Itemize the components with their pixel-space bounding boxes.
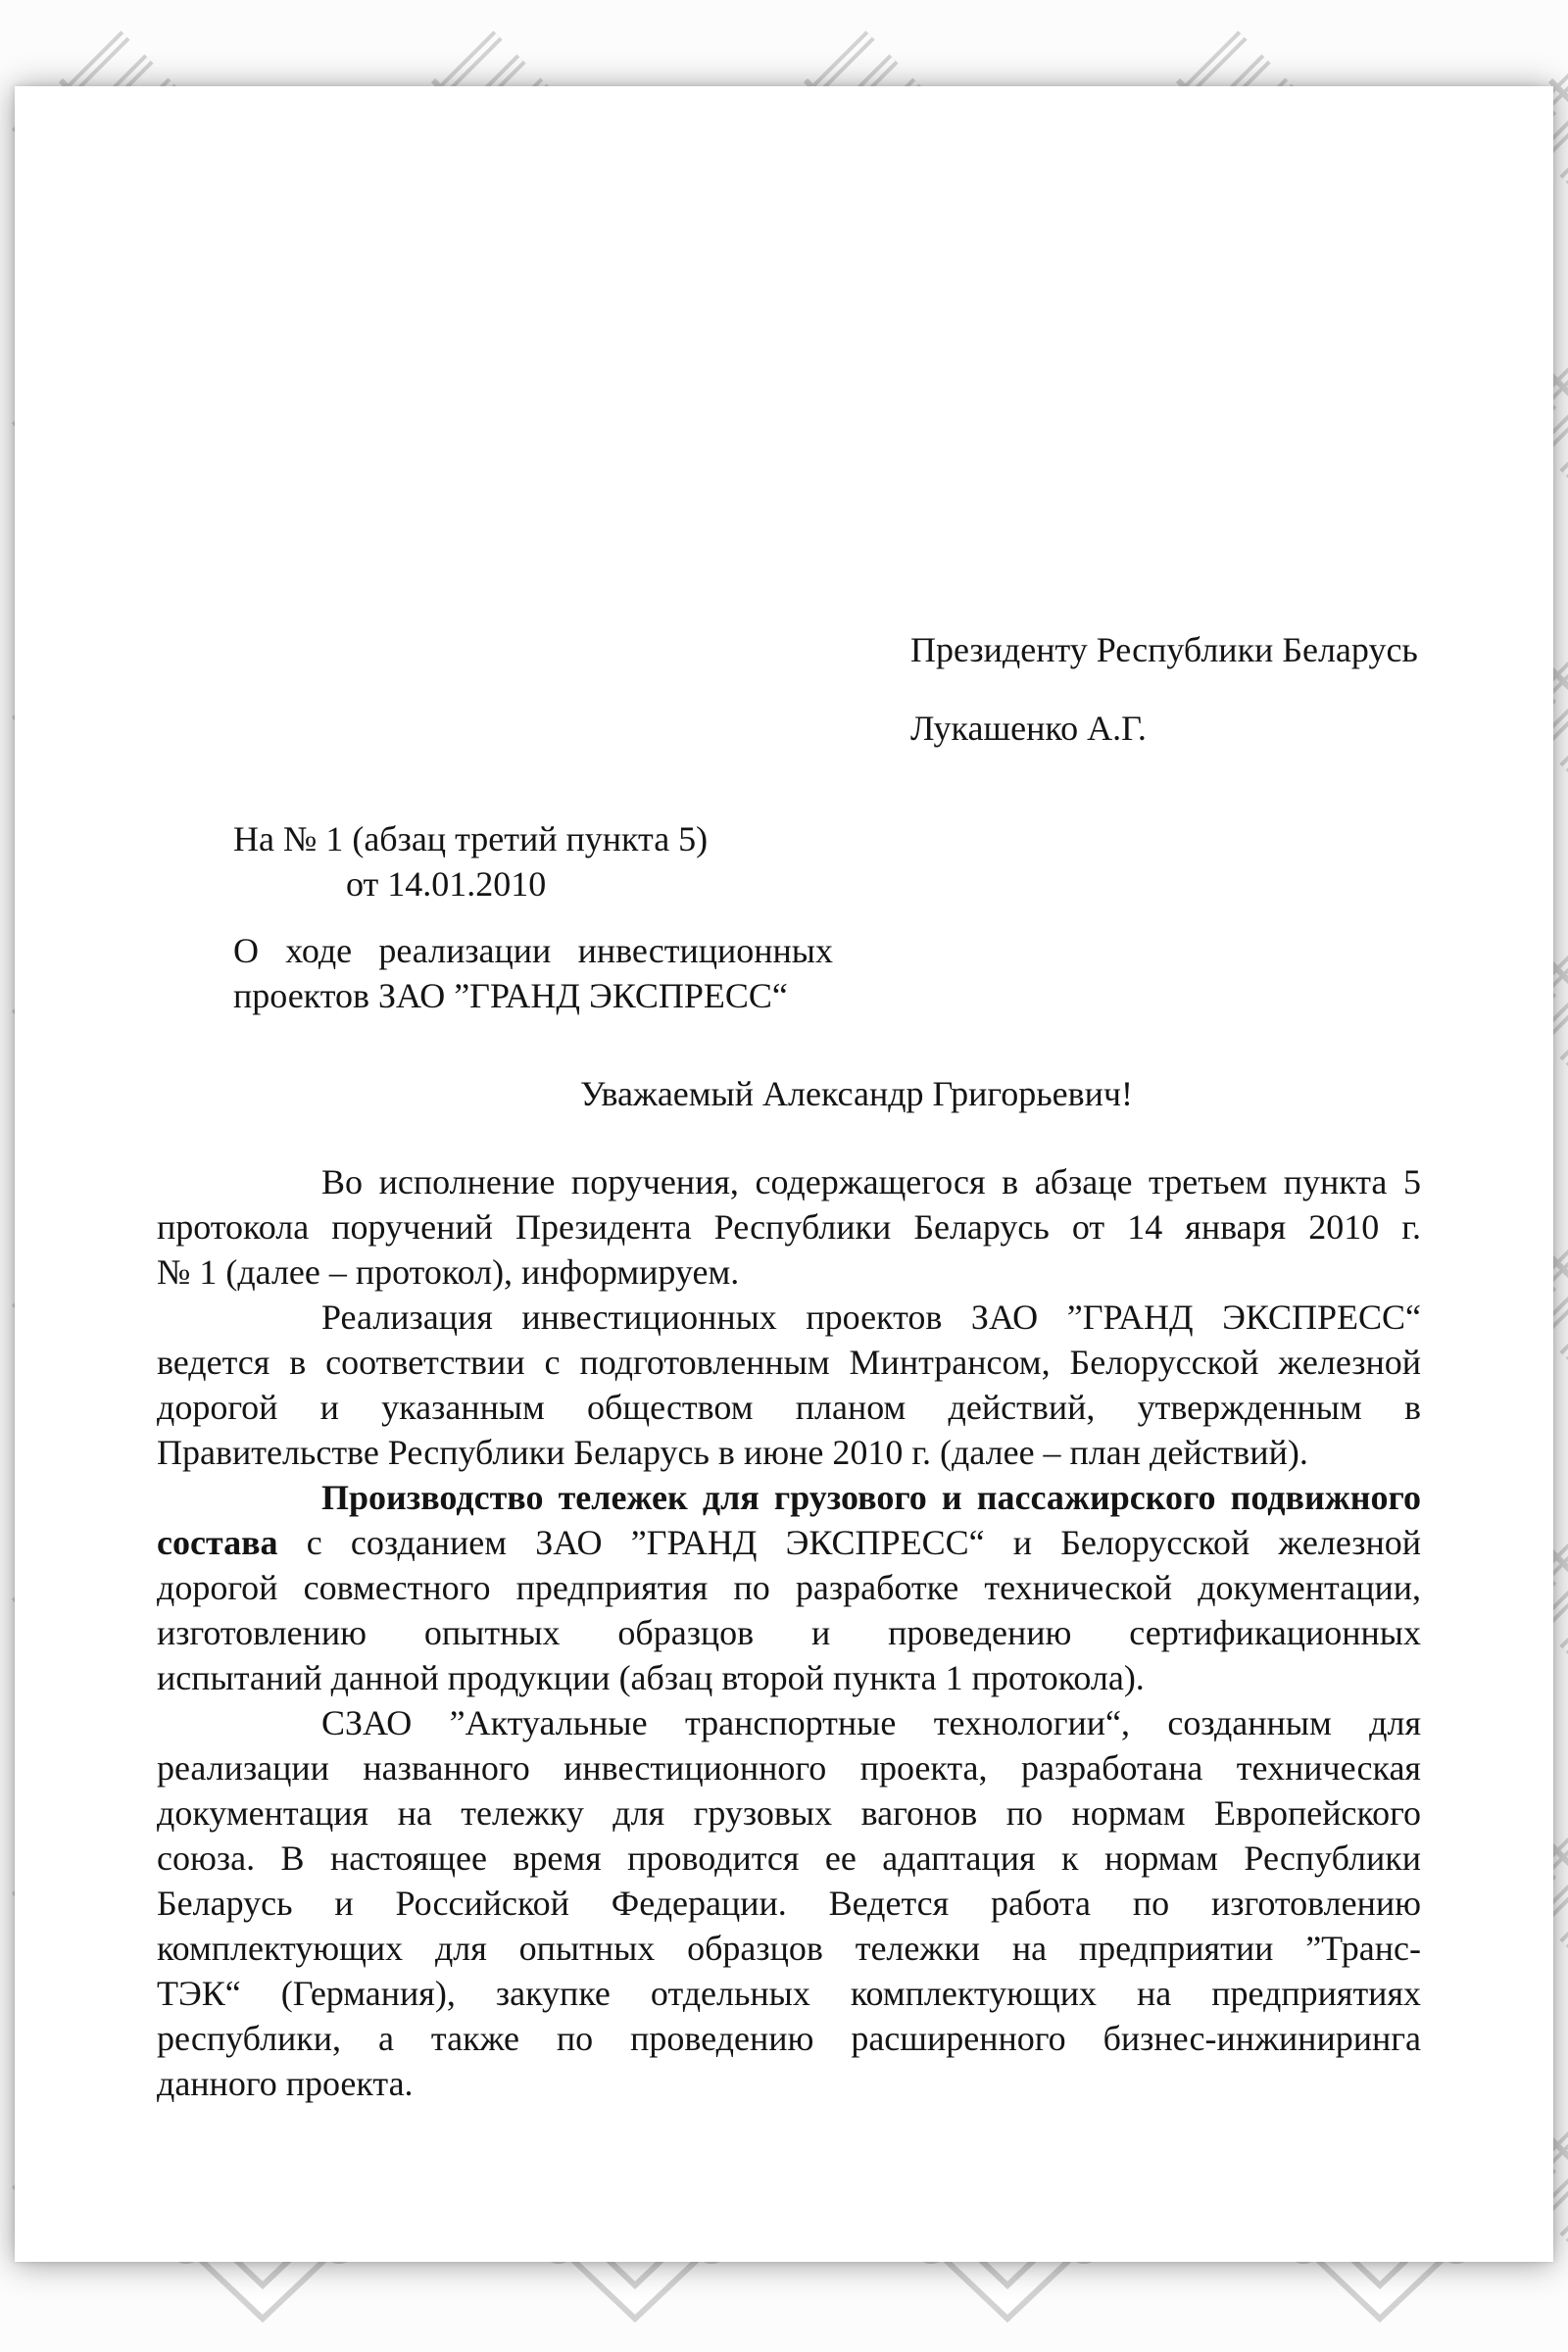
body-line: состава с созданием ЗАО ”ГРАНД ЭКСПРЕСС“ и Белорусской железной (157, 1523, 1421, 1562)
body-line: Во исполнение поручения, содержащегося в абзаце третьем пункта 5 (321, 1162, 1421, 1201)
reference-number-line: На № 1 (абзац третий пункта 5) (233, 819, 709, 858)
body-line: протокола поручений Президента Республики Беларусь от 14 января 2010 г. (157, 1207, 1421, 1247)
reference-date-line: от 14.01.2010 (346, 864, 547, 904)
body-line: ведется в соответствии с подготовленным Минтрансом, Белорусской железной (157, 1343, 1421, 1382)
body-line: реализации названного инвестиционного проекта, разработана техническая (157, 1748, 1421, 1788)
subject-line-2: проектов ЗАО ”ГРАНД ЭКСПРЕСС“ (233, 976, 788, 1015)
body-line: дорогой совместного предприятия по разработке технической документации, (157, 1568, 1421, 1607)
salutation: Уважаемый Александр Григорьевич! (580, 1074, 1133, 1113)
recipient-line-2: Лукашенко А.Г. (910, 709, 1147, 748)
recipient-block (910, 627, 1421, 751)
body-line: ТЭК“ (Германия), закупке отдельных комплектующих на предприятиях (157, 1974, 1421, 2013)
recipient-line-1: Президенту Республики Беларусь (910, 630, 1418, 669)
body-line: дорогой и указанным обществом планом действий, утвержденным в (157, 1388, 1421, 1427)
letter-content (157, 86, 1421, 2106)
body-line: республики, а также по проведению расширенного бизнес-инжиниринга (157, 2019, 1421, 2058)
body-line: Беларусь и Российской Федерации. Ведется работа по изготовлению (157, 1884, 1421, 1923)
body-line: СЗАО ”Актуальные транспортные технологии“, созданным для (321, 1703, 1421, 1742)
body-line: союза. В настоящее время проводится ее адаптация к нормам Республики (157, 1838, 1421, 1878)
body-paragraphs (157, 1159, 1421, 2106)
subject-block (233, 928, 833, 1018)
body-line: № 1 (далее – протокол), информируем. (157, 1252, 740, 1292)
subject-line-1: О ходе реализации инвестиционных (233, 931, 833, 970)
body-line: Производство тележек для грузового и пассажирского подвижного (321, 1478, 1421, 1517)
body-line: Правительстве Республики Беларусь в июне 2010 г. (далее – план действий). (157, 1433, 1308, 1472)
reference-block (233, 816, 1421, 906)
body-line: документация на тележку для грузовых вагонов по нормам Европейского (157, 1793, 1421, 1833)
body-line: испытаний данной продукции (абзац второй пункта 1 протокола). (157, 1658, 1145, 1697)
body-line: комплектующих для опытных образцов тележки на предприятии ”Транс- (157, 1929, 1421, 1968)
body-line: данного проекта. (157, 2064, 414, 2103)
letter-page (15, 86, 1553, 2262)
body-line: Реализация инвестиционных проектов ЗАО ”ГРАНД ЭКСПРЕСС“ (321, 1298, 1421, 1337)
body-line: изготовлению опытных образцов и проведению сертификационных (157, 1613, 1421, 1652)
